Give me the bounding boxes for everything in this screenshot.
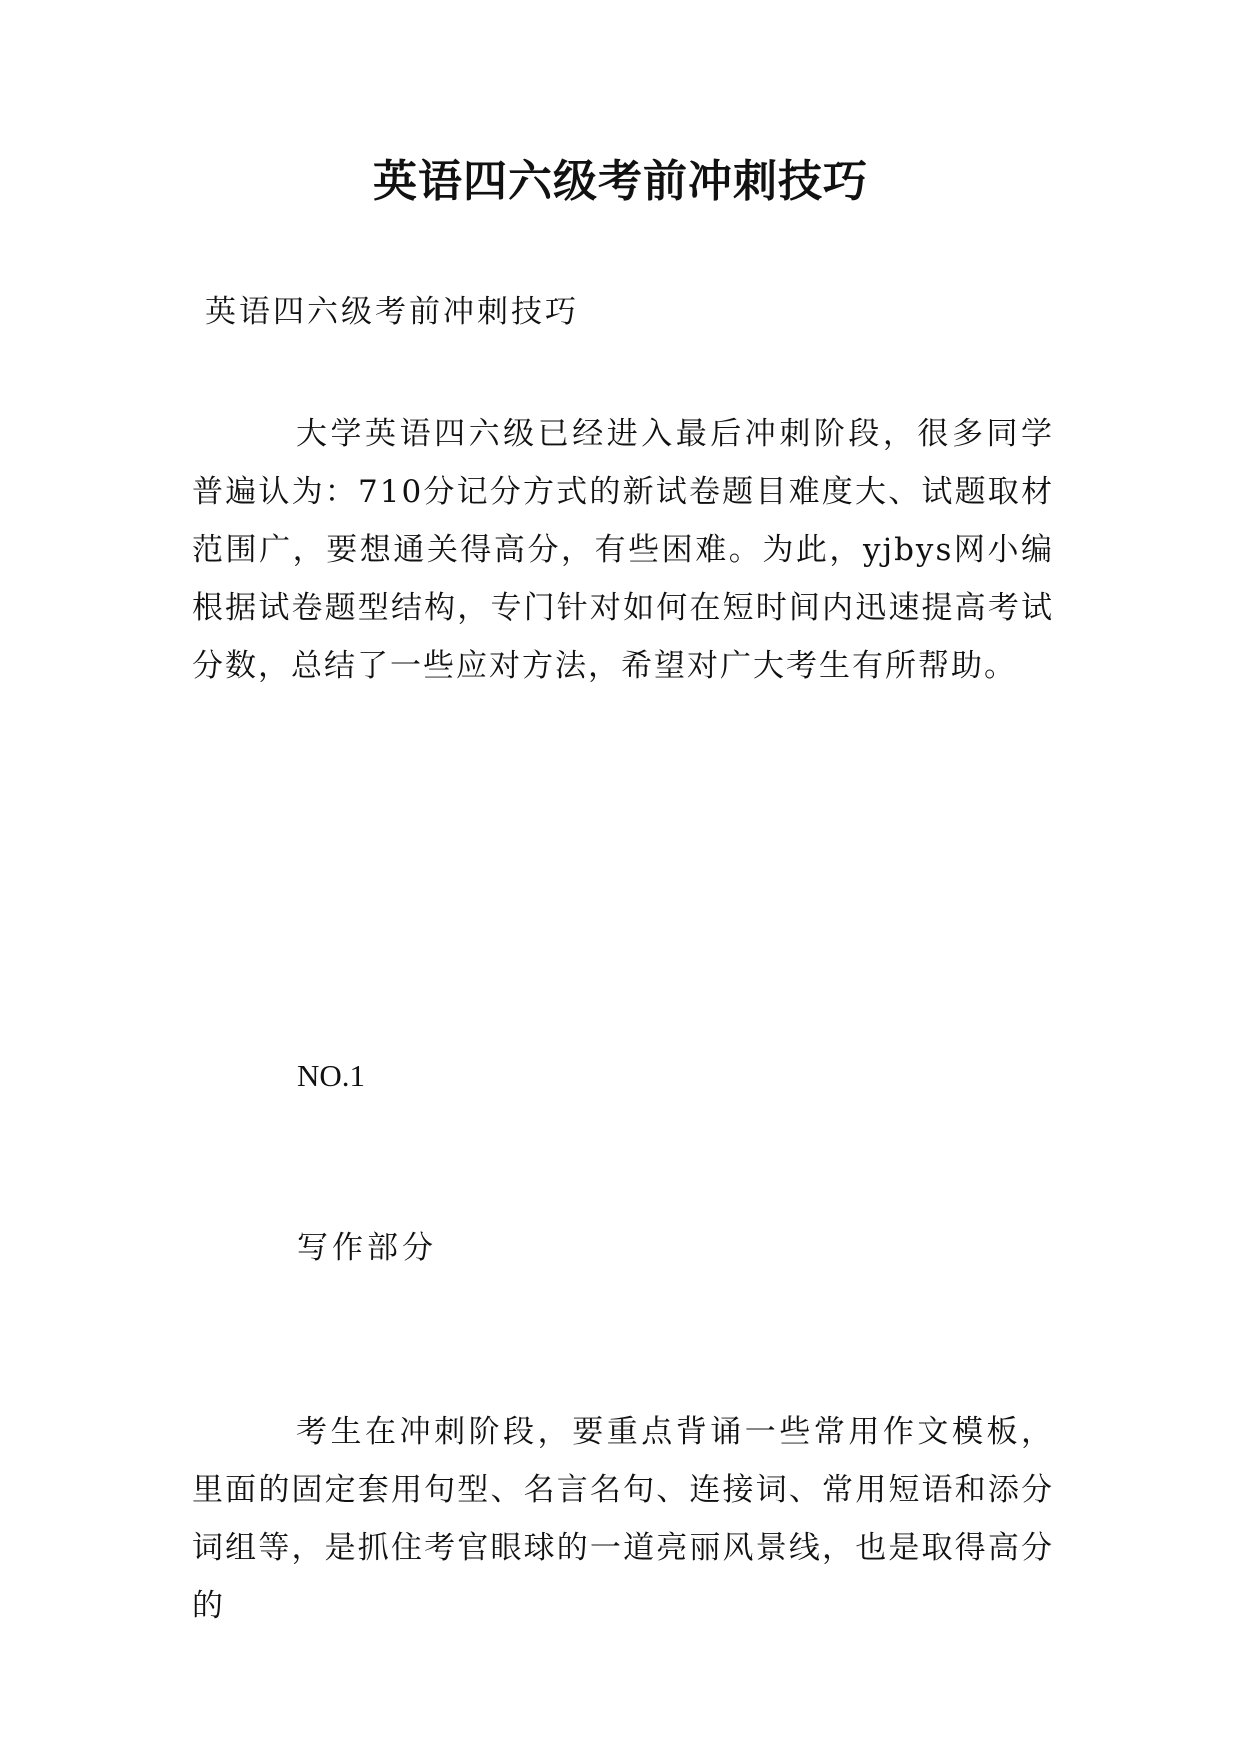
intro-paragraph: 大学英语四六级已经进入最后冲刺阶段，很多同学普遍认为：710分记分方式的新试卷题目难度大、试题取材范围广，要想通关得高分，有些困难。为此，yjbys网小编根据试卷题型结构，专门针对如何在短时间内迅速提高考试分数，总结了一些应对方法，希望对广大考生有所帮助。 <box>192 416 1054 684</box>
section-heading: 写作部分 <box>297 1230 437 1266</box>
document-title: 英语四六级考前冲刺技巧 <box>373 156 868 207</box>
section-number: NO.1 <box>297 1058 366 1093</box>
writing-paragraph: 考生在冲刺阶段，要重点背诵一些常用作文模板，里面的固定套用句型、名言名句、连接词、常用短语和添分词组等，是抓住考官眼球的一道亮丽风景线，也是取得高分的 <box>192 1414 1054 1624</box>
document-subtitle: 英语四六级考前冲刺技巧 <box>205 294 579 330</box>
